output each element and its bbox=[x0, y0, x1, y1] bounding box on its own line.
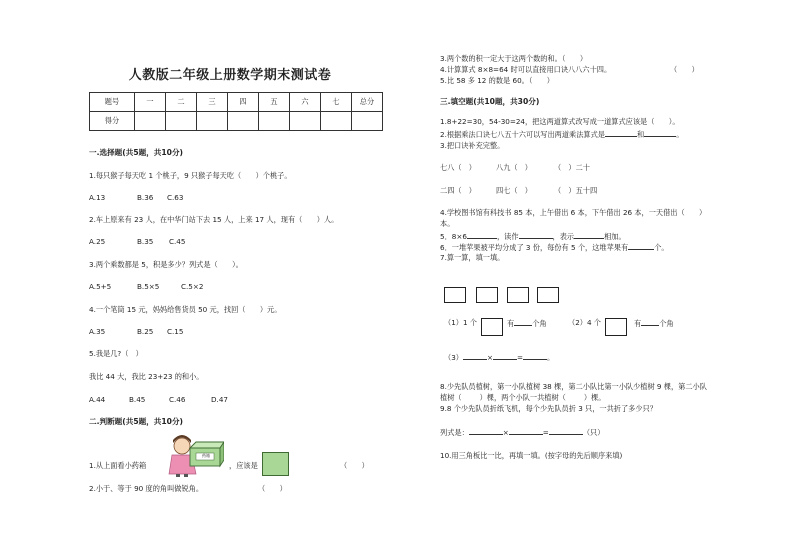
fill-1: 1.8+22=30，54-30=24，把这两道算式改写成一道算式应该是（ ）。 bbox=[440, 117, 680, 126]
fill-5-read: ，读作 bbox=[496, 232, 519, 241]
judge-1-answer[interactable]: （ ） bbox=[340, 461, 369, 470]
question-2: 2.车上原来有 23 人，在中华门站下去 15 人，上来 17 人，现有（ ）人。 bbox=[89, 215, 339, 224]
option-c[interactable]: C.63 bbox=[167, 193, 184, 202]
fill-8-continued bbox=[440, 393, 605, 402]
option-a[interactable]: A.44 bbox=[89, 395, 106, 404]
square-shape bbox=[507, 287, 529, 303]
fill-3: 3.把口诀补充完整。 bbox=[440, 141, 505, 150]
option-a[interactable]: A.13 bbox=[89, 193, 106, 202]
fill-6 bbox=[440, 242, 669, 252]
option-b[interactable]: B.36 bbox=[137, 193, 154, 202]
fill-6-end: 个。 bbox=[654, 243, 669, 252]
score-table-header-row bbox=[90, 93, 383, 112]
question-3: 3.两个乘数都是 5，积是多少？列式是（ ）。 bbox=[89, 260, 243, 269]
answer-blank[interactable] bbox=[514, 318, 532, 326]
fill-2-and: 和 bbox=[637, 130, 645, 139]
option-a[interactable]: A.25 bbox=[89, 237, 106, 246]
score-input-cell[interactable] bbox=[290, 112, 321, 131]
answer-blank[interactable] bbox=[628, 242, 654, 250]
part-1-has: 有 bbox=[507, 319, 515, 328]
score-header-cell: 总分 bbox=[352, 93, 383, 112]
fill-6-text: 6．一堆苹果被平均分成了 3 份，每份有 5 个，这堆苹果有 bbox=[440, 243, 629, 252]
rhyme-blank-1[interactable]: 七八（ ） bbox=[440, 163, 476, 172]
answer-blank[interactable] bbox=[641, 318, 659, 326]
score-table bbox=[89, 92, 383, 131]
score-input-cell[interactable] bbox=[228, 112, 259, 131]
option-c[interactable]: C.5×2 bbox=[181, 282, 204, 291]
section-heading-judge: 二.判断题(共5题，共10分) bbox=[89, 417, 184, 426]
fill-2-end: 。 bbox=[676, 130, 684, 139]
score-header-cell: 七 bbox=[321, 93, 352, 112]
fill-4: 4.学校图书馆有科技书 85 本，上午借出 6 本，下午借出 26 本，一天借出（ ） bbox=[440, 208, 707, 217]
answer-blank[interactable] bbox=[519, 231, 553, 239]
square-shape bbox=[444, 287, 466, 303]
top-view-square-icon bbox=[262, 452, 289, 476]
judge-1-text: 1.从上面看小药箱 bbox=[89, 461, 147, 470]
judge-5: 5.比 58 多 12 的数是 60。（ ） bbox=[440, 76, 554, 85]
rhyme-blank-2[interactable]: 八九（ ） bbox=[496, 163, 532, 172]
fill-5-end: 相加。 bbox=[604, 232, 626, 241]
answer-blank[interactable] bbox=[509, 427, 543, 435]
score-input-cell[interactable] bbox=[321, 112, 352, 131]
section-heading-choice: 一.选择题(共5题，共10分) bbox=[89, 148, 184, 157]
answer-blank[interactable] bbox=[467, 231, 497, 239]
page-title: 人教版二年级上册数学期末测试卷 bbox=[128, 68, 332, 83]
answer-blank[interactable] bbox=[523, 352, 547, 360]
score-header-cell: 四 bbox=[228, 93, 259, 112]
fill-10: 10.用三角板比一比，再填一填。(按字母的先后顺序来填) bbox=[440, 451, 623, 460]
question-1: 1.每只猴子每天吃 1 个桃子，9 只猴子每天吃（ ）个桃子。 bbox=[89, 171, 292, 180]
score-header-cell: 题号 bbox=[90, 93, 135, 112]
part-2-label: （2）4 个 bbox=[568, 318, 601, 327]
fill-2-text: 2.根据乘法口诀七八五十六可以写出两道乘法算式是 bbox=[440, 130, 605, 139]
fill-4-continued: 本。 bbox=[440, 219, 455, 228]
part-2-has: 有 bbox=[634, 319, 642, 328]
option-d[interactable]: D.47 bbox=[211, 395, 228, 404]
option-c[interactable]: C.15 bbox=[167, 327, 184, 336]
option-b[interactable]: B.25 bbox=[137, 327, 154, 336]
judge-4: 4.计算算式 8×8=64 时可以直接用口诀八八六十四。 bbox=[440, 65, 612, 74]
score-input-cell[interactable] bbox=[197, 112, 228, 131]
fill-5-means: ，表示 bbox=[552, 232, 575, 241]
question-4: 4.一个笔筒 15 元，妈妈给售货员 50 元，找回（ ）元。 bbox=[89, 305, 282, 314]
judge-3: 3.两个数的积一定大于这两个数的和。（ ） bbox=[440, 54, 588, 63]
fill-8-total: ）棵，两个小队一共植树（ bbox=[479, 393, 566, 402]
section-heading-fill: 三.填空题(共10题，共30分) bbox=[440, 97, 540, 106]
formula-label: 列式是： bbox=[440, 428, 469, 437]
question-5: 5.我是几?（ ） bbox=[89, 349, 143, 358]
option-c[interactable]: C.45 bbox=[169, 237, 186, 246]
fill-7: 7.算一算，填一填。 bbox=[440, 253, 505, 262]
part-3-label: （3） bbox=[444, 353, 463, 362]
option-a[interactable]: A.35 bbox=[89, 327, 106, 336]
question-5-clue: 我比 44 大，我比 23+23 的和小。 bbox=[89, 372, 204, 381]
square-shape bbox=[476, 287, 498, 303]
rhyme-blank-3[interactable]: （ ）二十 bbox=[554, 163, 590, 172]
score-input-cell[interactable] bbox=[259, 112, 290, 131]
part-3-end: 。 bbox=[547, 353, 555, 362]
square-shape bbox=[537, 287, 559, 303]
score-header-cell: 五 bbox=[259, 93, 290, 112]
part-1-end: 个角 bbox=[532, 319, 547, 328]
medicine-box-label: 药箱 bbox=[202, 453, 210, 458]
fill-8-end: ）棵。 bbox=[583, 393, 606, 402]
score-input-cell[interactable] bbox=[352, 112, 383, 131]
girl-with-medicine-box-illustration bbox=[166, 428, 224, 478]
square-shape bbox=[481, 318, 503, 336]
part-3-equals: = bbox=[516, 353, 524, 362]
part-1-label: （1）1 个 bbox=[444, 318, 477, 327]
judge-2-answer[interactable]: （ ） bbox=[258, 484, 287, 493]
option-b[interactable]: B.5×5 bbox=[137, 282, 160, 291]
answer-blank[interactable] bbox=[469, 427, 503, 435]
score-row-label: 得分 bbox=[90, 112, 135, 131]
score-header-cell: 二 bbox=[166, 93, 197, 112]
formula-line bbox=[440, 427, 604, 437]
part-1-text bbox=[507, 318, 547, 328]
score-header-cell: 一 bbox=[135, 93, 166, 112]
formula-equals: = bbox=[542, 428, 549, 437]
score-header-cell: 六 bbox=[290, 93, 321, 112]
fill-2 bbox=[440, 129, 683, 139]
score-input-cell[interactable] bbox=[166, 112, 197, 131]
answer-blank[interactable] bbox=[605, 129, 637, 137]
rhyme-blank-5[interactable]: 四七（ ） bbox=[496, 186, 532, 195]
formula-unit: （只） bbox=[582, 428, 605, 437]
part-3-times: × bbox=[486, 353, 493, 362]
part-2-text bbox=[634, 318, 674, 328]
score-table-score-row bbox=[90, 112, 383, 131]
fill-8-plant: 植树（ bbox=[440, 393, 462, 402]
answer-blank[interactable] bbox=[644, 129, 676, 137]
square-shape bbox=[605, 318, 627, 336]
answer-blank[interactable] bbox=[549, 427, 583, 435]
answer-blank[interactable] bbox=[463, 352, 487, 360]
option-c[interactable]: C.46 bbox=[169, 395, 186, 404]
part-2-end: 个角 bbox=[659, 319, 674, 328]
score-input-cell[interactable] bbox=[135, 112, 166, 131]
part-3 bbox=[444, 352, 554, 362]
option-b[interactable]: B.45 bbox=[129, 395, 146, 404]
judge-2-text: 2.小于、等于 90 度的角叫做锐角。 bbox=[89, 484, 204, 493]
rhyme-blank-4[interactable]: 二四（ ） bbox=[440, 186, 476, 195]
score-header-cell: 三 bbox=[197, 93, 228, 112]
fill-9: 9.8 个少先队员折纸飞机，每个少先队员折 3 只，一共折了多少只？ bbox=[440, 404, 657, 413]
judge-1-text-2: ，应该是 bbox=[229, 461, 258, 470]
fill-5 bbox=[440, 231, 626, 241]
judge-4-answer[interactable]: （ ） bbox=[670, 65, 699, 74]
answer-blank[interactable] bbox=[574, 231, 604, 239]
fill-8: 8.少先队员植树，第一小队植树 38 棵，第二小队比第一小队少植树 9 棵，第二小队 bbox=[440, 382, 707, 391]
option-b[interactable]: B.35 bbox=[137, 237, 154, 246]
fill-5-text: 5．8×6 bbox=[440, 232, 467, 241]
option-a[interactable]: A.5+5 bbox=[89, 282, 112, 291]
rhyme-blank-6[interactable]: （ ）五十四 bbox=[554, 186, 598, 195]
answer-blank[interactable] bbox=[493, 352, 517, 360]
formula-times: × bbox=[502, 428, 509, 437]
